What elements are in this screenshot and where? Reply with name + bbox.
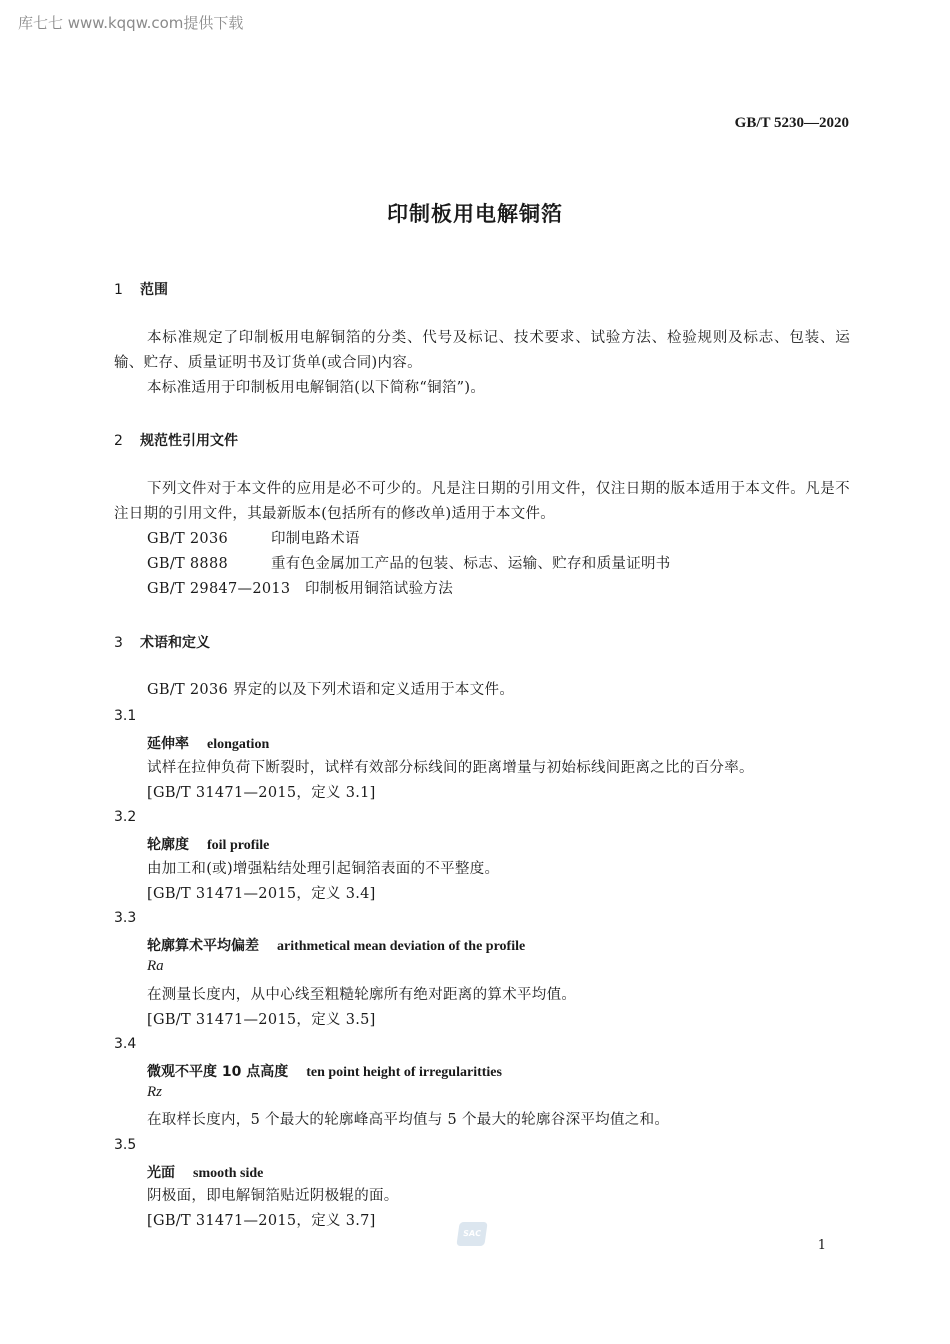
- term-source: [GB/T 31471—2015，定义 3.7]: [147, 1213, 376, 1229]
- term-english: arithmetical mean deviation of the profile: [277, 939, 526, 954]
- section-2-paragraph-1: 下列文件对于本文件的应用是必不可少的。凡是注日期的引用文件，仅注日期的版本适用于本文件。凡是不注日期的引用文件，其最新版本(包括所有的修改单)适用于本文件。: [114, 481, 850, 522]
- reference-title: 重有色金属加工产品的包装、标志、运输、贮存和质量证明书: [271, 556, 671, 572]
- term-english: foil profile: [207, 838, 270, 853]
- term-chinese: 轮廓度: [147, 837, 189, 853]
- sac-logo-icon: SAC: [456, 1222, 487, 1246]
- section-1-paragraph-1: 本标准规定了印制板用电解铜箔的分类、代号及标记、技术要求、试验方法、检验规则及标志、包装、运输、贮存、质量证明书及订货单(或合同)内容。: [114, 330, 850, 371]
- section-title: 术语和定义: [140, 635, 210, 651]
- reference-title: 印制板用铜箔试验方法: [305, 581, 453, 597]
- reference-code: GB/T 29847—2013: [147, 581, 291, 597]
- term-chinese: 光面: [147, 1165, 175, 1181]
- term-number: 3.5: [114, 1137, 137, 1153]
- section-number: 3: [114, 635, 123, 651]
- term-heading: [147, 834, 269, 854]
- term-english: smooth side: [193, 1166, 264, 1181]
- term-number: 3.1: [114, 708, 137, 724]
- normative-reference: [147, 552, 671, 577]
- term-definition: 由加工和(或)增强粘结处理引起铜箔表面的不平整度。: [147, 861, 500, 877]
- reference-title: 印制电路术语: [271, 531, 360, 547]
- normative-reference: [147, 577, 453, 602]
- section-2-heading: [114, 430, 238, 450]
- term-definition: 阴极面，即电解铜箔贴近阴极辊的面。: [147, 1188, 399, 1204]
- term-english: elongation: [207, 737, 270, 752]
- term-chinese: 轮廓算术平均偏差: [147, 938, 259, 954]
- term-heading: [147, 733, 269, 753]
- term-number: 3.2: [114, 809, 137, 825]
- reference-code: GB/T 2036: [147, 531, 229, 547]
- document-title: 印制板用电解铜箔: [387, 202, 563, 226]
- watermark-text: 库七七 www.kqqw.com提供下载: [18, 14, 244, 32]
- term-chinese: 微观不平度 10 点高度: [147, 1064, 289, 1080]
- term-source: [GB/T 31471—2015，定义 3.5]: [147, 1012, 376, 1028]
- section-number: 1: [114, 282, 123, 298]
- term-symbol: Rz: [147, 1084, 162, 1100]
- normative-reference: [147, 527, 360, 552]
- section-title: 规范性引用文件: [140, 433, 238, 449]
- section-3-intro: GB/T 2036 界定的以及下列术语和定义适用于本文件。: [147, 682, 515, 698]
- section-1-heading: [114, 279, 168, 299]
- term-definition: 在测量长度内，从中心线至粗糙轮廓所有绝对距离的算术平均值。: [147, 987, 577, 1003]
- term-heading: [147, 1162, 263, 1182]
- term-definition: 试样在拉伸负荷下断裂时，试样有效部分标线间的距离增量与初始标线间距离之比的百分率。: [147, 760, 754, 776]
- term-symbol: Ra: [147, 958, 164, 974]
- section-1-paragraph-2: 本标准适用于印制板用电解铜箔(以下简称“铜箔”)。: [147, 380, 486, 396]
- term-number: 3.4: [114, 1036, 137, 1052]
- term-chinese: 延伸率: [147, 736, 189, 752]
- term-heading: [147, 1061, 502, 1081]
- term-english: ten point height of irregularitties: [306, 1065, 502, 1080]
- term-source: [GB/T 31471—2015，定义 3.4]: [147, 886, 376, 902]
- section-number: 2: [114, 433, 123, 449]
- term-definition: 在取样长度内，5 个最大的轮廓峰高平均值与 5 个最大的轮廓谷深平均值之和。: [147, 1112, 670, 1128]
- page-number: 1: [817, 1238, 826, 1253]
- term-number: 3.3: [114, 910, 137, 926]
- term-heading: [147, 935, 525, 955]
- reference-code: GB/T 8888: [147, 556, 229, 572]
- section-3-heading: [114, 632, 210, 652]
- standard-code: GB/T 5230—2020: [734, 115, 849, 131]
- term-source: [GB/T 31471—2015，定义 3.1]: [147, 785, 376, 801]
- section-title: 范围: [140, 282, 168, 298]
